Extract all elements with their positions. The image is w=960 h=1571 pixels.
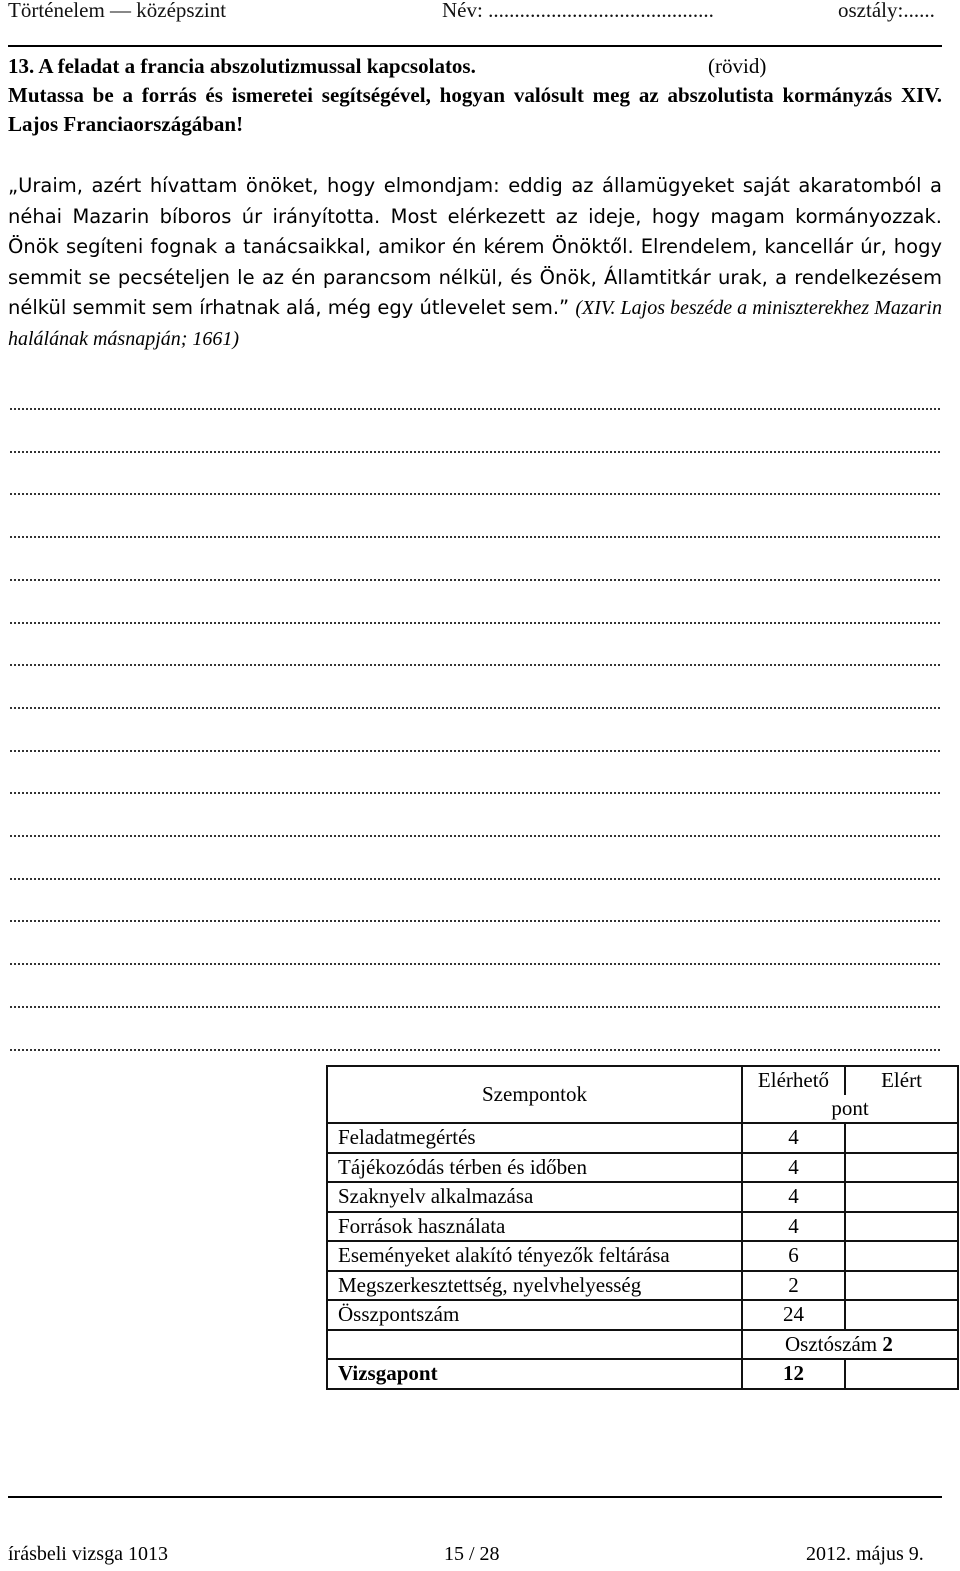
task-instruction: Mutassa be a forrás és ismeretei segítségével, hogyan valósult meg az abszolutista kormányzás XIV. Lajos Franciaországában!	[8, 83, 942, 136]
criterion-label: Források használata	[327, 1212, 742, 1242]
answer-line[interactable]	[10, 565, 940, 581]
footer-rule	[8, 1496, 942, 1498]
criterion-max: 4	[742, 1153, 845, 1183]
footer-date: 2012. május 9.	[806, 1543, 924, 1565]
final-label: Vizsgapont	[327, 1359, 742, 1389]
criterion-got-cell[interactable]	[845, 1241, 958, 1271]
answer-line[interactable]	[10, 992, 940, 1008]
score-row	[327, 1300, 958, 1330]
answer-line[interactable]	[10, 479, 940, 495]
footer-left: írásbeli vizsga 1013	[8, 1543, 168, 1565]
score-row	[327, 1212, 958, 1242]
answer-line[interactable]	[10, 693, 940, 709]
criterion-label: Feladatmegértés	[327, 1123, 742, 1153]
score-row	[327, 1271, 958, 1301]
divisor-label: Osztószám	[785, 1331, 878, 1356]
answer-line[interactable]	[10, 522, 940, 538]
answer-line[interactable]	[10, 394, 940, 410]
header-rule	[8, 45, 942, 47]
source-text: „Uraim, azért hívattam önöket, hogy elmondjam: eddig az államügyeket saját akaratomból a néhai Mazarin bíboros úr irányította. Most elérkezett az ideje, hogy magam kormányozzak. Önök segíteni fognak a tanácsaikkal, amikor én kérem Önöktől. Elrendelem, kancellár úr, hogy semmit se pecsételjen le az én parancsom nélkül, és Önök, Államtitkár urak, a rendelkezésem nélkül semmit sem írhatnak alá, még egy útlevelet sem.”	[8, 174, 942, 319]
criterion-got-cell[interactable]	[845, 1300, 958, 1330]
score-table	[326, 1065, 959, 1390]
criterion-label: Eseményeket alakító tényezők feltárása	[327, 1241, 742, 1271]
answer-line[interactable]	[10, 864, 940, 880]
col-header-max: Elérhető	[742, 1066, 845, 1095]
answer-line[interactable]	[10, 736, 940, 752]
criterion-label: Tájékozódás térben és időben	[327, 1153, 742, 1183]
answer-line[interactable]	[10, 778, 940, 794]
criterion-max: 4	[742, 1123, 845, 1153]
answer-line[interactable]	[10, 650, 940, 666]
col-header-criteria: Szempontok	[327, 1066, 742, 1123]
header-class-field: osztály:......	[838, 0, 935, 22]
final-value: 12	[742, 1359, 845, 1389]
criterion-label: Szaknyelv alkalmazása	[327, 1182, 742, 1212]
criterion-label: Megszerkesztettség, nyelvhelyesség	[327, 1271, 742, 1301]
criterion-max: 4	[742, 1212, 845, 1242]
task-title: 13. A feladat a francia abszolutizmussal kapcsolatos.	[8, 54, 476, 78]
criterion-max: 4	[742, 1182, 845, 1212]
header-subject: Történelem — középszint	[8, 0, 227, 22]
col-header-got: Elért	[845, 1066, 958, 1095]
source-citation: (XIV. Lajos beszéde a miniszterekhez Mazarin halálának másnapján; 1661)	[8, 297, 942, 350]
footer-page: 15 / 28	[444, 1543, 500, 1565]
score-row	[327, 1123, 958, 1153]
final-got-cell[interactable]	[845, 1359, 958, 1389]
score-row	[327, 1241, 958, 1271]
criterion-label: Összpontszám	[327, 1300, 742, 1330]
answer-line[interactable]	[10, 1035, 940, 1051]
divisor-cell	[742, 1330, 958, 1360]
criterion-max: 6	[742, 1241, 845, 1271]
criterion-got-cell[interactable]	[845, 1153, 958, 1183]
criterion-got-cell[interactable]	[845, 1212, 958, 1242]
answer-line[interactable]	[10, 949, 940, 965]
score-row	[327, 1153, 958, 1183]
criterion-max: 24	[742, 1300, 845, 1330]
score-row	[327, 1182, 958, 1212]
task-type: (rövid)	[708, 54, 767, 78]
answer-line[interactable]	[10, 608, 940, 624]
criterion-got-cell[interactable]	[845, 1271, 958, 1301]
header-name-field: Név: ...........................................	[442, 0, 714, 22]
source-quote	[8, 171, 942, 354]
answer-line[interactable]	[10, 437, 940, 453]
criterion-max: 2	[742, 1271, 845, 1301]
answer-line[interactable]	[10, 906, 940, 922]
answer-line[interactable]	[10, 821, 940, 837]
criterion-got-cell[interactable]	[845, 1123, 958, 1153]
criterion-got-cell[interactable]	[845, 1182, 958, 1212]
col-header-pont: pont	[742, 1095, 958, 1124]
divisor-value: 2	[882, 1331, 893, 1356]
